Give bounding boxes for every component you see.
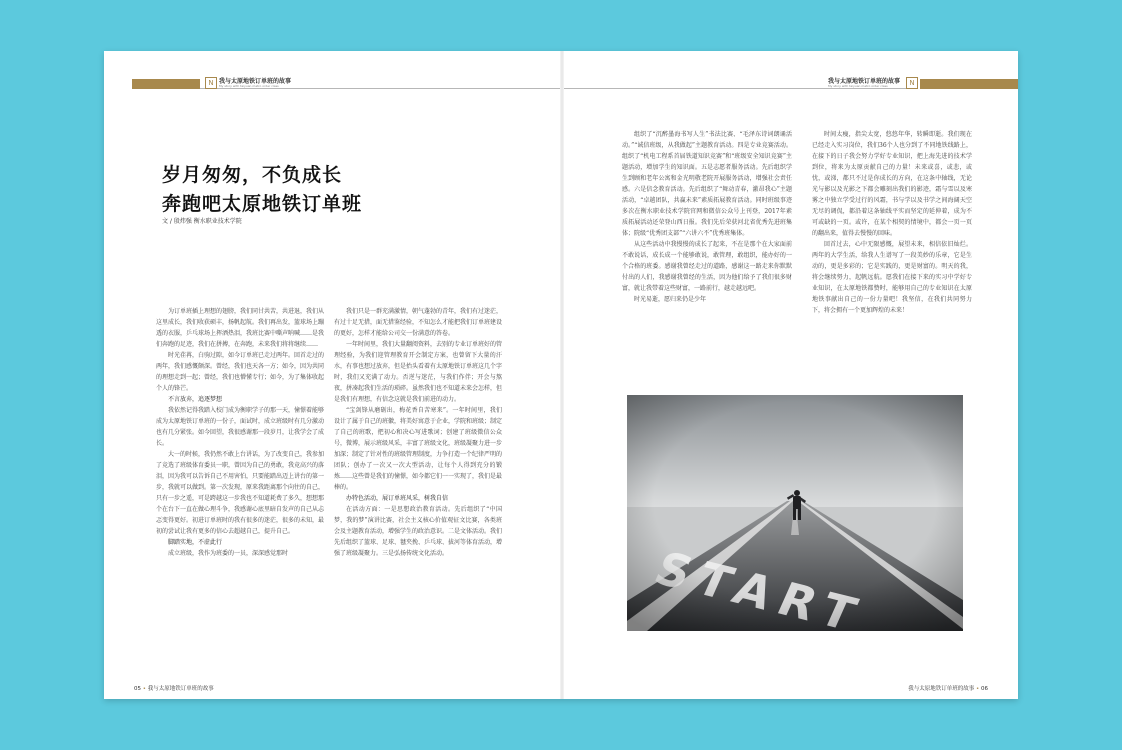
body-paragraph: 从这些活动中我慢慢的成长了起来，不在是那个在大家面前不敢说话，成长成一个能够敢说，敢管理，敢组织，能办好的一个合格的班委。感谢我曾经走过的道路，感谢这一路走来你默默付出的人们，我感谢我曾经的生活，因为他们给予了我们很多财富，就让我带着这些财富，一路前行，越走越远吧。 bbox=[622, 241, 792, 292]
text-column-4 bbox=[812, 129, 972, 316]
body-paragraph: 大一的时候，我仍然不敢上台讲话，为了改变自己，我参加了竞选了班级体育委员一职，曾因为自己的勇敢，我竟高兴的落泪，因为我可以告诉自己不用害怕，只要能踏出迈上讲台的第一步，我就可以做到。第一次发现，原来我距离那个向往的自己，只有一步之遥，可是跨越这一步我也不知道耗费了多久，想想那个在台下一直在做心理斗争，我感谢心底里暗自发声的自己从忐忑变得更好。初进订单班时的我有很多的迷茫，很多的未知，最初的尝试让我有更多的信心去超越自己，提升自己。 bbox=[156, 451, 325, 535]
right-footer-title: 我与太原地铁订单班的故事 bbox=[908, 686, 975, 692]
text-column-3 bbox=[622, 129, 792, 305]
left-header-title: 我与太原地铁订单班的故事 bbox=[219, 78, 292, 85]
body-paragraph: 我依然记得我踏入校门成为衡职学子的那一天，憧憬着能够成为太原地铁订单班的一份子，面试时，成立班级时有几分激动也有几分紧张。如今回望，我很感谢那一段岁月，让我学会了成长。 bbox=[156, 407, 325, 447]
left-header-bar bbox=[132, 79, 200, 89]
body-paragraph: 我们只是一群充满激情，朝气蓬勃的青年，我们有过迷茫，有过十足无措，面无措鉴经验，不知怎么才能把我们订单班建设的更好，怎样才能给公司交一份满意的答卷。 bbox=[334, 308, 503, 337]
right-header-rule bbox=[564, 88, 916, 89]
body-paragraph: 时光荏苒，白驹过隙，如今订单班已走过两年。回首走过的两年，我们感慨颇深。曾经，我们也天各一方；如今，因为共同的理想走到一起；曾经，我们也懵懂专行；如今，为了集体收起个人的锋芒。 bbox=[156, 352, 325, 392]
page-gutter bbox=[560, 51, 564, 699]
section-subheading: 办特色活动，展订单班风采，树我自信 bbox=[346, 495, 449, 502]
body-paragraph: “宝剑锋从磨砺出，梅花香自苦寒来”。一年时间里，我们设计了属于自己的班徽，将美好寓意于企业，学院和班级；制定了自己的班歌，把初心和决心写进歌词；创建了班级微信公众号，微博，展示班级风采，丰富了班级文化，班级凝聚力进一步加深；制定了针对性的班级管理制度，力争打造一个纪律严明的团队；创办了一次又一次大型活动，让每个人得到充分的锻炼……这些曾是我们的憧憬，如今都它们一一实现了，我们是最棒的。 bbox=[334, 407, 503, 491]
body-paragraph: 成立班级，我作为班委的一员，深深感觉那时 bbox=[168, 550, 289, 557]
left-footer-title: 我与太原地铁订单班的故事 bbox=[147, 686, 214, 692]
text-column-1 bbox=[156, 306, 324, 559]
article-byline: 文 / 殷炜强 衡水职业技术学院 bbox=[162, 218, 242, 225]
body-paragraph: 在活动方面：一是思想政治教育活动。先后组织了“中国梦，我的梦”演讲比赛，社会主义核心价值观征文比赛，各类班会及主题教育活动，增强学生的政治意识。二是文体活动。我们先后组织了篮球、足球、毽夹挽、乒乓球、拔河等体育活动，增强了班级凝聚力。三是弘扬传统文化活动。 bbox=[334, 506, 503, 557]
text-column-2 bbox=[334, 306, 502, 559]
body-paragraph: 时光易逝，愿归来仍是少年 bbox=[634, 296, 707, 303]
body-paragraph: 回首过去，心中无限感慨，展望未来，相信依旧灿烂。两年的大学生活，给我人生谱写了一段美妙的乐章，它是生动的，更是多彩的；它是实践的，更是财富的。明天的我，将会继续努力，起帆远航。愿我们在接下来的实习中学好专业知识，在太原地铁都赞时，能够用自己的专业知识在太原地铁事献出自己的一份力量吧！我坚信，在我们共同努力下，将会拥有一个更加辉煌的未来！ bbox=[812, 241, 972, 314]
magazine-spread bbox=[104, 51, 1018, 699]
article-title-line1: 岁月匆匆，不负成长 bbox=[162, 164, 343, 186]
body-paragraph: 组织了“沉醉墨海书写人生”书法比赛、“毛泽东诗词朗诵活动。”“诚信班级，从我做起”主题教育活动。四是专业竞赛活动。组织了“机电工程系首届铁道知识竞赛”和“班级安全知识竞赛”主题活动，增加学生的知识面。五是志愿者服务活动。先后组织学生到顾和老年公寓和金光明敬老院开展服务活动，增强社会责任感。六是信念教育活动。先后组织了“舞动青春，激昂我心”主题活动，“卓越团队，共赢未来”素质拓展教育活动。同时班级事迹多次在衡水职业技术学院官网和微信公众号上刊登，2017年素质拓展活动还荣登山西日报。我们先后荣获河北省优秀先进班集体；院级“优秀团支部”“六讲六不”优秀班集体。 bbox=[622, 131, 792, 237]
photo-illustration bbox=[627, 395, 963, 631]
right-header-subtitle: My story with taiyuan metro order class bbox=[828, 84, 888, 88]
right-header-bar bbox=[920, 79, 1018, 89]
body-paragraph: 为订单班插上理想的翅膀，我们同甘共苦，共进退，我们从这里成长，我们收获硕丰，扬帆起航。我们再出发，篮球场上蹦透的衣服，乒乓球场上挥洒热泪，我班比赛中嘶声呐喊……是我们奔跑的足迹，我们在拼搏，在奔跑，未来我们将将继续…… bbox=[156, 308, 325, 348]
section-subheading: 不言放弃，追逐梦想 bbox=[168, 396, 223, 403]
left-footer: 05 • 我与太原地铁订单班的故事 bbox=[134, 686, 214, 692]
right-page-number: 06 bbox=[981, 686, 988, 692]
right-footer: 我与太原地铁订单班的故事 • 06 bbox=[908, 686, 988, 692]
article-title-line2: 奔跑吧太原地铁订单班 bbox=[162, 193, 363, 215]
left-header-subtitle: My story with taiyuan metro order class bbox=[219, 84, 279, 88]
body-paragraph: 时间太瘦，指尖太宽，悠悠年华，转瞬即逝。我们现在已经走入实习岗位，我们36个人也分到了不同地铁线路上，在接下的日子我会努力学好专业知识，把上海先进的技术学到位，将来为太原贡献自己的力量！未来或喜，或悲，或忧，或涕，都只不过是你成长的方向，在这条中轴线，无论光与影以及光影之下都会雕刻出我们的影迹，霜与雪以及寒雾之中独立学受过行的风霜，书与学以及书学之间海阔天空无尽的调侃，都沿着这条轴线平实而坚定的延伸着，成为不可或缺的一页。或许，在某个相契的情境中，都会一页一页的翻出来，值得去慢慢的回味。 bbox=[812, 131, 972, 237]
left-header-logo-icon: N bbox=[205, 77, 217, 89]
right-header-logo-icon: N bbox=[906, 77, 918, 89]
right-header-title: 我与太原地铁订单班的故事 bbox=[828, 78, 901, 85]
body-paragraph: 一年时间里，我们大量翻阅资料，去别的专业订单班好的管理经验，为我们迎管理教育开会制定方案，也曾留下大量的汗水，有事也想过放弃，但是抬头看着有太原地铁订单班这几个字时，我们又充满了动力。否逆与迷茫，与我们作伴；开会与熬夜，拼凑起我们生活的琐碎。虽然我们也不知道未来会怎样，但是我们有理想，有信念这就是我们前进的动力。 bbox=[334, 341, 503, 403]
left-header-rule bbox=[200, 88, 560, 89]
left-page-number: 05 bbox=[134, 686, 141, 692]
start-road-photo bbox=[627, 395, 963, 631]
section-subheading: 脚踏实地，不虚此行 bbox=[168, 539, 223, 546]
